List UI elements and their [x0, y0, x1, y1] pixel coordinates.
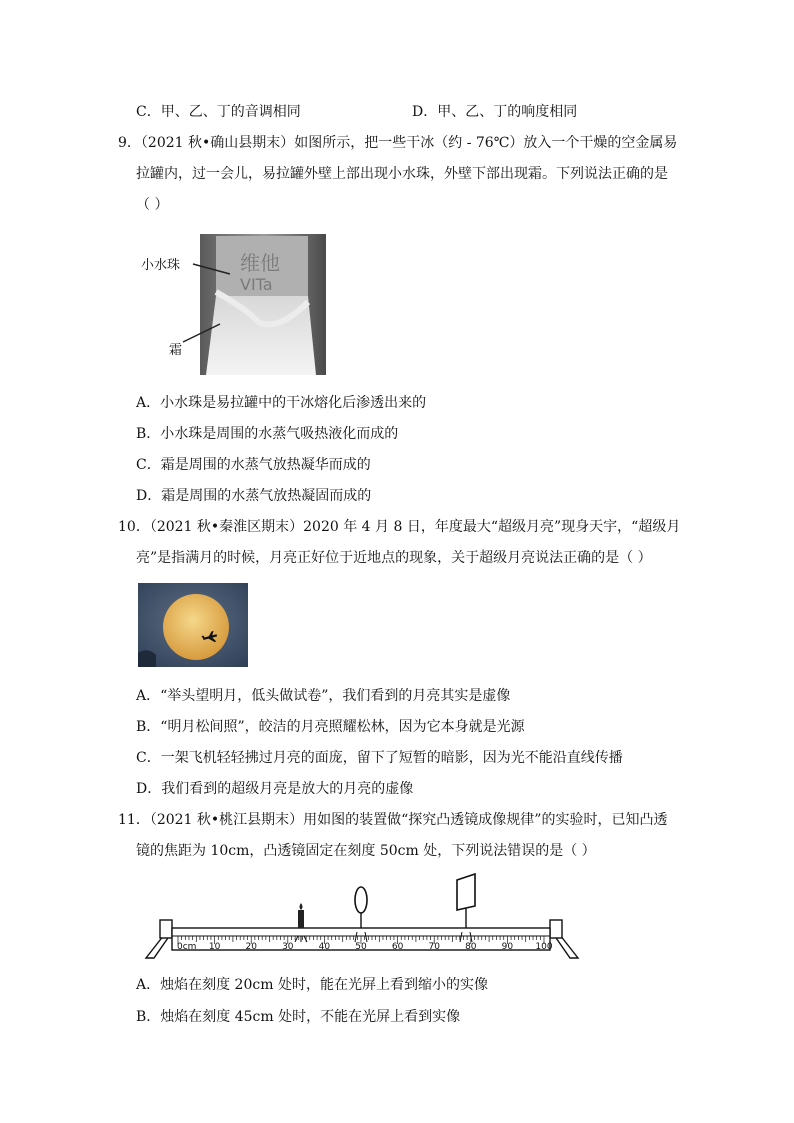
label-droplets: 小水珠: [141, 258, 181, 273]
moon-photo: [138, 583, 248, 667]
ruler-label: 80: [465, 942, 477, 952]
q10-option-a: A．“举头望明月，低头做试卷”，我们看到的月亮其实是虚像: [136, 688, 511, 704]
q9-stem-line1: 9．（2021 秋•确山县期末）如图所示，把一些干冰（约 - 76℃）放入一个干燥的空金属易: [118, 135, 678, 151]
q10-stem-line2: 亮”是指满月的时候，月亮正好位于近地点的现象，关于超级月亮说法正确的是（ ）: [136, 550, 652, 566]
q9-option-a: A．小水珠是易拉罐中的干冰熔化后渗透出来的: [136, 395, 427, 411]
q11-stem-line1: 11．（2021 秋•桃江县期末）用如图的装置做“探究凸透镜成像规律”的实验时，已知凸透: [118, 812, 668, 828]
q9-stem-line3: （ ）: [136, 197, 169, 213]
ruler-label: 100: [535, 942, 553, 952]
q9-option-b: B．小水珠是周围的水蒸气吸热液化而成的: [136, 426, 399, 442]
bench-right-end: [550, 920, 562, 938]
ruler-label: 20: [245, 942, 257, 952]
optical-bench: [140, 870, 590, 960]
ruler-label: 10: [208, 942, 221, 952]
ruler-label: 30: [282, 942, 294, 952]
q10-option-b: B．“明月松间照”，皎洁的月亮照耀松林，因为它本身就是光源: [136, 719, 525, 735]
bench-left-end: [160, 920, 172, 938]
q11-option-a: A．烛焰在刻度 20cm 处时，能在光屏上看到缩小的实像: [136, 977, 488, 993]
q9-option-c: C．霜是周围的水蒸气放热凝华而成的: [136, 457, 371, 473]
q9-stem-line2: 拉罐内，过一会儿，易拉罐外壁上部出现小水珠，外壁下部出现霜。下列说法正确的是: [136, 166, 668, 182]
q11-option-b: B．烛焰在刻度 45cm 处时，不能在光屏上看到实像: [136, 1009, 461, 1025]
ruler-label: 40: [318, 942, 331, 952]
ruler-label: 70: [428, 942, 440, 952]
moon: [163, 594, 229, 660]
q10-option-c: C．一架飞机轻轻拂过月亮的面庞，留下了短暂的暗影，因为光不能沿直线传播: [136, 750, 623, 766]
q10-option-d: D．我们看到的超级月亮是放大的月亮的虚像: [136, 781, 414, 797]
q10-stem-line1: 10．（2021 秋•秦淮区期末）2020 年 4 月 8 日，年度最大“超级月亮”现身天宇，“超级月: [118, 519, 681, 535]
svg-text:VITa: VITa: [240, 275, 273, 294]
label-frost: 霜: [169, 343, 183, 358]
option-d-prev: D．甲、乙、丁的响度相同: [412, 104, 578, 120]
ruler-label: 90: [501, 942, 514, 952]
ruler-label: 50: [355, 942, 367, 952]
q11-stem-line2: 镜的焦距为 10cm，凸透镜固定在刻度 50cm 处，下列说法错误的是（ ）: [136, 843, 596, 859]
ruler-label: 60: [391, 942, 404, 952]
can-logo-text: 维他: [240, 251, 280, 275]
ruler-label: 0cm: [177, 942, 197, 952]
option-c-prev: C．甲、乙、丁的音调相同: [136, 104, 301, 120]
q9-option-d: D．霜是周围的水蒸气放热凝固而成的: [136, 488, 372, 504]
